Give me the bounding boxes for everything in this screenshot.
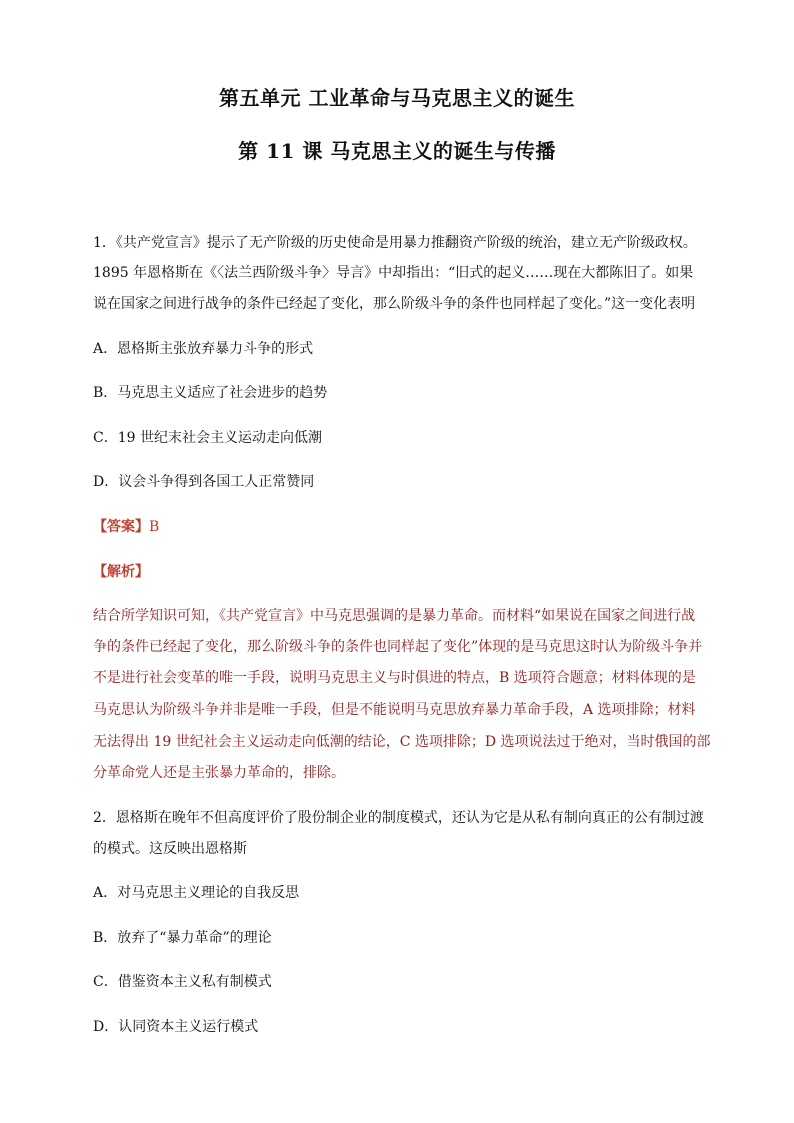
q1-stem-line-3: 说在国家之间进行战争的条件已经起了变化，那么阶级斗争的条件也同样起了变化。”这一变化表明 xyxy=(93,296,696,312)
q1-analysis-line-6: 分革命党人还是主张暴力革命的，排除。 xyxy=(93,765,345,781)
q2-stem-line-2: 的模式。这反映出恩格斯 xyxy=(93,841,247,857)
q1-answer xyxy=(93,517,159,537)
q2-option-d: D．认同资本主义运行模式 xyxy=(93,1019,259,1035)
q2-option-c: C．借鉴资本主义私有制模式 xyxy=(93,974,272,990)
q1-option-c: C．19 世纪末社会主义运动走向低潮 xyxy=(93,430,322,446)
q1-stem-line-1: 1．《共产党宣言》提示了无产阶级的历史使命是用暴力推翻资产阶级的统治，建立无产阶级政权。 xyxy=(93,235,697,251)
q1-analysis-line-2: 争的条件已经起了变化，那么阶级斗争的条件也同样起了变化”体现的是马克思这时认为阶级斗争并 xyxy=(93,639,703,655)
q1-option-d: D．议会斗争得到各国工人正常赞同 xyxy=(93,474,315,490)
q1-option-b: B．马克思主义适应了社会进步的趋势 xyxy=(93,385,328,401)
q2-stem-line-1: 2．恩格斯在晚年不但高度评价了股份制企业的制度模式，还认为它是从私有制向真正的公有制过渡 xyxy=(93,810,704,826)
q1-analysis-line-1: 结合所学知识可知，《共产党宣言》中马克思强调的是暴力革命。而材料“如果说在国家之间进行战 xyxy=(93,608,696,624)
q1-analysis-line-5: 无法得出 19 世纪社会主义运动走向低潮的结论，C 选项排除；D 选项说法过于绝对，当时俄国的部 xyxy=(93,734,711,750)
q1-analysis-line-3: 不是进行社会变革的唯一手段，说明马克思主义与时俱进的特点，B 选项符合题意；材料体现的是 xyxy=(93,670,696,686)
q1-analysis-tag xyxy=(93,562,149,582)
q2-option-a: A．对马克思主义理论的自我反思 xyxy=(93,885,300,901)
lesson-title: 第 11 课 马克思主义的诞生与传播 xyxy=(238,139,556,163)
unit-title: 第五单元 工业革命与马克思主义的诞生 xyxy=(219,86,575,110)
answer-tag: 【答案】 xyxy=(93,519,149,535)
analysis-tag: 【解析】 xyxy=(93,564,149,580)
q1-stem-line-2: 1895 年恩格斯在《〈法兰西阶级斗争〉导言》中却指出：“旧式的起义……现在大都陈旧了。如果 xyxy=(93,265,694,281)
q1-option-a: A．恩格斯主张放弃暴力斗争的形式 xyxy=(93,341,314,357)
answer-value: B xyxy=(149,519,160,535)
q1-analysis-line-4: 马克思认为阶级斗争并非是唯一手段，但是不能说明马克思放弃暴力革命手段，A 选项排除；材料 xyxy=(93,702,696,718)
q2-option-b: B．放弃了“暴力革命”的理论 xyxy=(93,930,272,946)
